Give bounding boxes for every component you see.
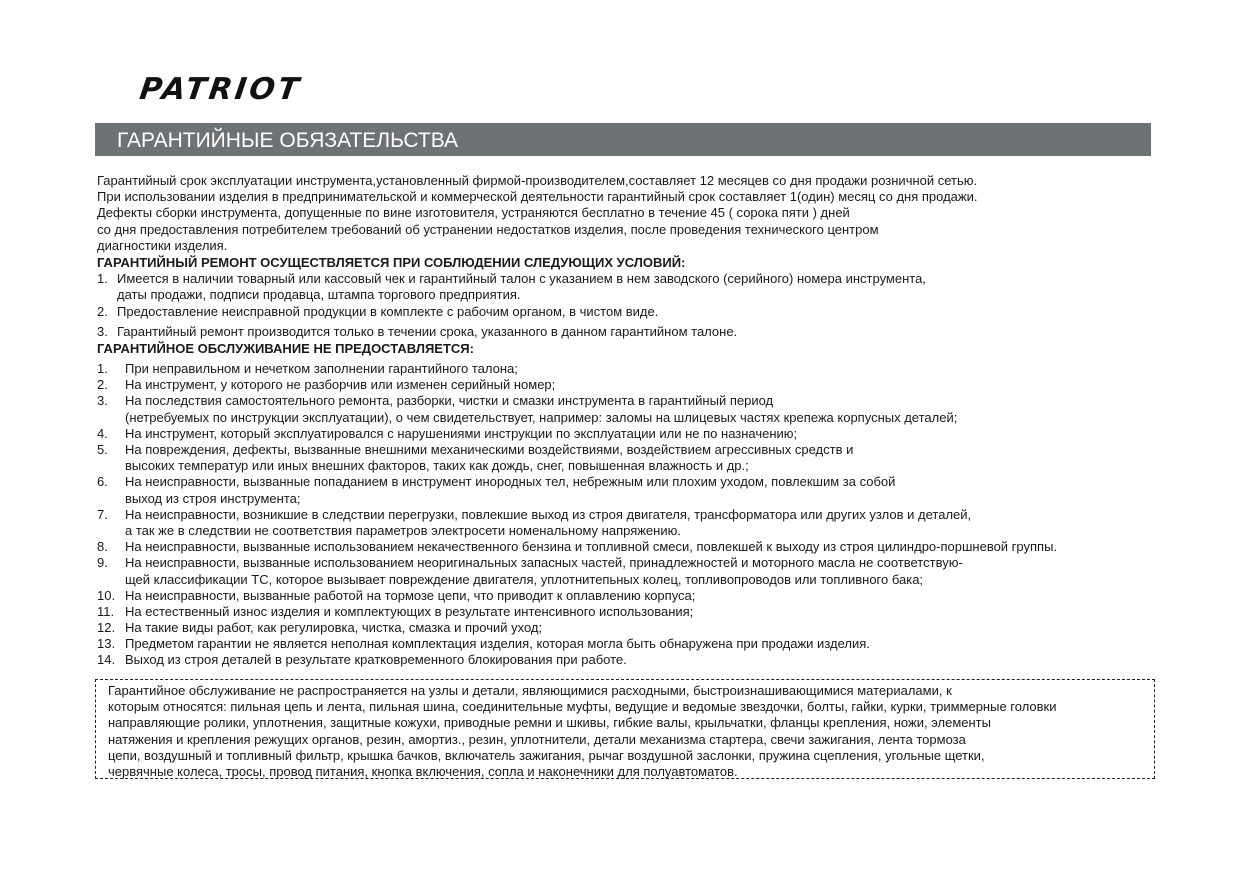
item-text: На повреждения, дефекты, вызванные внешними механическими воздействиями, воздействием агрессивных средств и bbox=[125, 442, 854, 457]
item-text: щей классификации ТС, которое вызывает повреждение двигателя, уплотнитепьных колец, топливопроводов или топливного бака; bbox=[125, 571, 924, 587]
item-text: На инструмент, который эксплуатировался с нарушениями инструкции по эксплуатации или не по назначению; bbox=[125, 425, 798, 441]
condition-item bbox=[97, 271, 1197, 303]
item-number: 8. bbox=[97, 539, 108, 555]
exclusion-item bbox=[97, 588, 1197, 604]
notice-line: которым относятся: пильная цепь и лента, пильная шина, соединительные муфты, ведущие и ведомые звездочки, болты, гайки, курки, триммерные головки bbox=[108, 699, 1057, 715]
intro-paragraph bbox=[97, 173, 1197, 254]
item-number: 4. bbox=[97, 425, 108, 441]
item-number: 6. bbox=[97, 474, 108, 490]
exclusion-item bbox=[97, 555, 1197, 587]
item-text: Выход из строя деталей в результате кратковременного блокирования при работе. bbox=[125, 652, 627, 668]
exclusion-item bbox=[97, 377, 1197, 393]
item-number: 1. bbox=[97, 271, 108, 287]
item-number: 3. bbox=[97, 393, 108, 409]
item-number: 14. bbox=[97, 652, 116, 668]
intro-line: Гарантийный срок эксплуатации инструмента,установленный фирмой-производителем,составляет 12 месяцев со дня продажи розничной сетью. bbox=[97, 173, 978, 188]
item-text: выход из строя инструмента; bbox=[125, 490, 301, 506]
exclusions-heading: ГАРАНТИЙНОЕ ОБСЛУЖИВАНИЕ НЕ ПРЕДОСТАВЛЯЕТСЯ: bbox=[97, 340, 474, 356]
exclusion-item bbox=[97, 507, 1197, 539]
notice-line: натяжения и крепления режущих органов, резин, амортиз., резин, уплотнители, детали механизма стартера, свечи зажигания, лента тормоза bbox=[108, 731, 966, 747]
exclusion-item bbox=[97, 652, 1197, 668]
item-text: Гарантийный ремонт производится только в течении срока, указанного в данном гарантийном талоне. bbox=[117, 323, 738, 339]
item-text: На неисправности, вызванные работой на тормозе цепи, что приводит к оплавлению корпуса; bbox=[125, 587, 696, 603]
patriot-logo: PATRIOT bbox=[137, 72, 304, 107]
exclusions-list bbox=[97, 361, 1197, 669]
item-text: (нетребуемых по инструкции эксплуатации), о чем свидетельствует, например: заломы на шлицевых частях крепежа корпусных деталей; bbox=[125, 409, 958, 425]
item-text: даты продажи, подписи продавца, штампа торгового предприятия. bbox=[117, 287, 521, 303]
item-text: На неисправности, вызванные использованием некачественного бензина и топливной смеси, повлекшей к выходу из строя цилиндро-поршневой группы. bbox=[125, 539, 1058, 555]
exclusion-item bbox=[97, 361, 1197, 377]
intro-line: При использовании изделия в предпринимательской и коммерческой деятельности гарантийный срок составляет 1(один) месяц со дня продажи. bbox=[97, 189, 978, 205]
item-text: Предметом гарантии не является неполная комплектация изделия, которая могла быть обнаружена при продажи изделия. bbox=[125, 636, 870, 652]
item-number: 3. bbox=[97, 323, 108, 339]
conditions-list bbox=[97, 271, 1197, 340]
exclusion-item bbox=[97, 426, 1197, 442]
item-text: Имеется в наличии товарный или кассовый чек и гарантийный талон с указанием в нем заводского (серийного) номера инструмента, bbox=[117, 271, 926, 287]
intro-line: со дня предоставления потребителем требований об устранении недостатков изделия, после проведения технического центром bbox=[97, 221, 879, 237]
exclusion-item bbox=[97, 604, 1197, 620]
consumables-notice-box bbox=[95, 679, 1155, 779]
item-text: На такие виды работ, как регулировка, чистка, смазка и прочий уход; bbox=[125, 620, 543, 636]
condition-item bbox=[97, 324, 1197, 340]
conditions-heading: ГАРАНТИЙНЫЙ РЕМОНТ ОСУЩЕСТВЛЯЕТСЯ ПРИ СОБЛЮДЕНИИ СЛЕДУЮЩИХ УСЛОВИЙ: bbox=[97, 254, 686, 270]
item-number: 10. bbox=[97, 587, 116, 603]
item-text: На неисправности, вызванные попаданием в инструмент инородных тел, небрежным или плохим уходом, повлекшим за собой bbox=[125, 474, 896, 490]
exclusion-item bbox=[97, 636, 1197, 652]
exclusion-item bbox=[97, 539, 1197, 555]
warranty-content bbox=[97, 173, 1197, 669]
item-number: 9. bbox=[97, 555, 108, 571]
intro-line: Дефекты сборки инструмента, допущенные по вине изготовителя, устраняются бесплатно в течение 45 ( сорока пяти ) дней bbox=[97, 205, 850, 221]
notice-line: червячные колеса, тросы, провод питания, кнопка включения, сопла и наконечники для полуавтоматов. bbox=[108, 763, 738, 779]
item-number: 7. bbox=[97, 506, 108, 522]
item-text: На неисправности, возникшие в следствии перегрузки, повлекшие выход из строя двигателя, трансформатора или других узлов и деталей, bbox=[125, 506, 972, 522]
item-number: 5. bbox=[97, 442, 108, 457]
item-text: При неправильном и нечетком заполнении гарантийного талона; bbox=[125, 361, 518, 377]
item-number: 13. bbox=[97, 636, 116, 652]
item-number: 12. bbox=[97, 620, 116, 636]
item-text: высоких температур или иных внешних факторов, таких как дождь, снег, повышенная влажность и др.; bbox=[125, 458, 749, 474]
notice-line: направляющие ролики, уплотнения, защитные кожухи, приводные ремни и шкивы, гибкие валы, крыльчатки, фланцы крепления, ножи, элементы bbox=[108, 715, 991, 731]
notice-line: цепи, воздушный и топливный фильтр, крышка бачков, включатель зажигания, рычаг воздушной заслонки, пружина сцепления, угольные щетки, bbox=[108, 747, 985, 763]
item-number: 2. bbox=[97, 377, 108, 393]
item-text: Предоставление неисправной продукции в комплекте с рабочим органом, в чистом виде. bbox=[117, 303, 659, 319]
item-text: На неисправности, вызванные использованием неоригинальных запасных частей, принадлежностей и моторного масла не соответствую- bbox=[125, 555, 963, 571]
item-text: На последствия самостоятельного ремонта, разборки, чистки и смазки инструмента в гарантийный период bbox=[125, 393, 774, 409]
item-number: 1. bbox=[97, 361, 108, 377]
exclusion-item bbox=[97, 620, 1197, 636]
item-text: На инструмент, у которого не разборчив или изменен серийный номер; bbox=[125, 377, 556, 393]
exclusion-item bbox=[97, 393, 1197, 425]
item-number: 2. bbox=[97, 303, 108, 319]
item-text: На естественный износ изделия и комплектующих в результате интенсивного использования; bbox=[125, 603, 694, 619]
condition-item bbox=[97, 304, 1197, 320]
intro-line: диагностики изделия. bbox=[97, 237, 228, 253]
exclusion-item bbox=[97, 442, 1197, 474]
item-number: 11. bbox=[97, 603, 115, 619]
item-text: а так же в следствии не соответствия параметров электросети номенальному напряжению. bbox=[125, 522, 681, 538]
notice-line: Гарантийное обслуживание не распространяется на узлы и детали, являющимися расходными, быстроизнашивающимися материалами, к bbox=[108, 683, 952, 698]
exclusion-item bbox=[97, 474, 1197, 506]
page-title-banner: ГАРАНТИЙНЫЕ ОБЯЗАТЕЛЬСТВА bbox=[95, 123, 1151, 156]
